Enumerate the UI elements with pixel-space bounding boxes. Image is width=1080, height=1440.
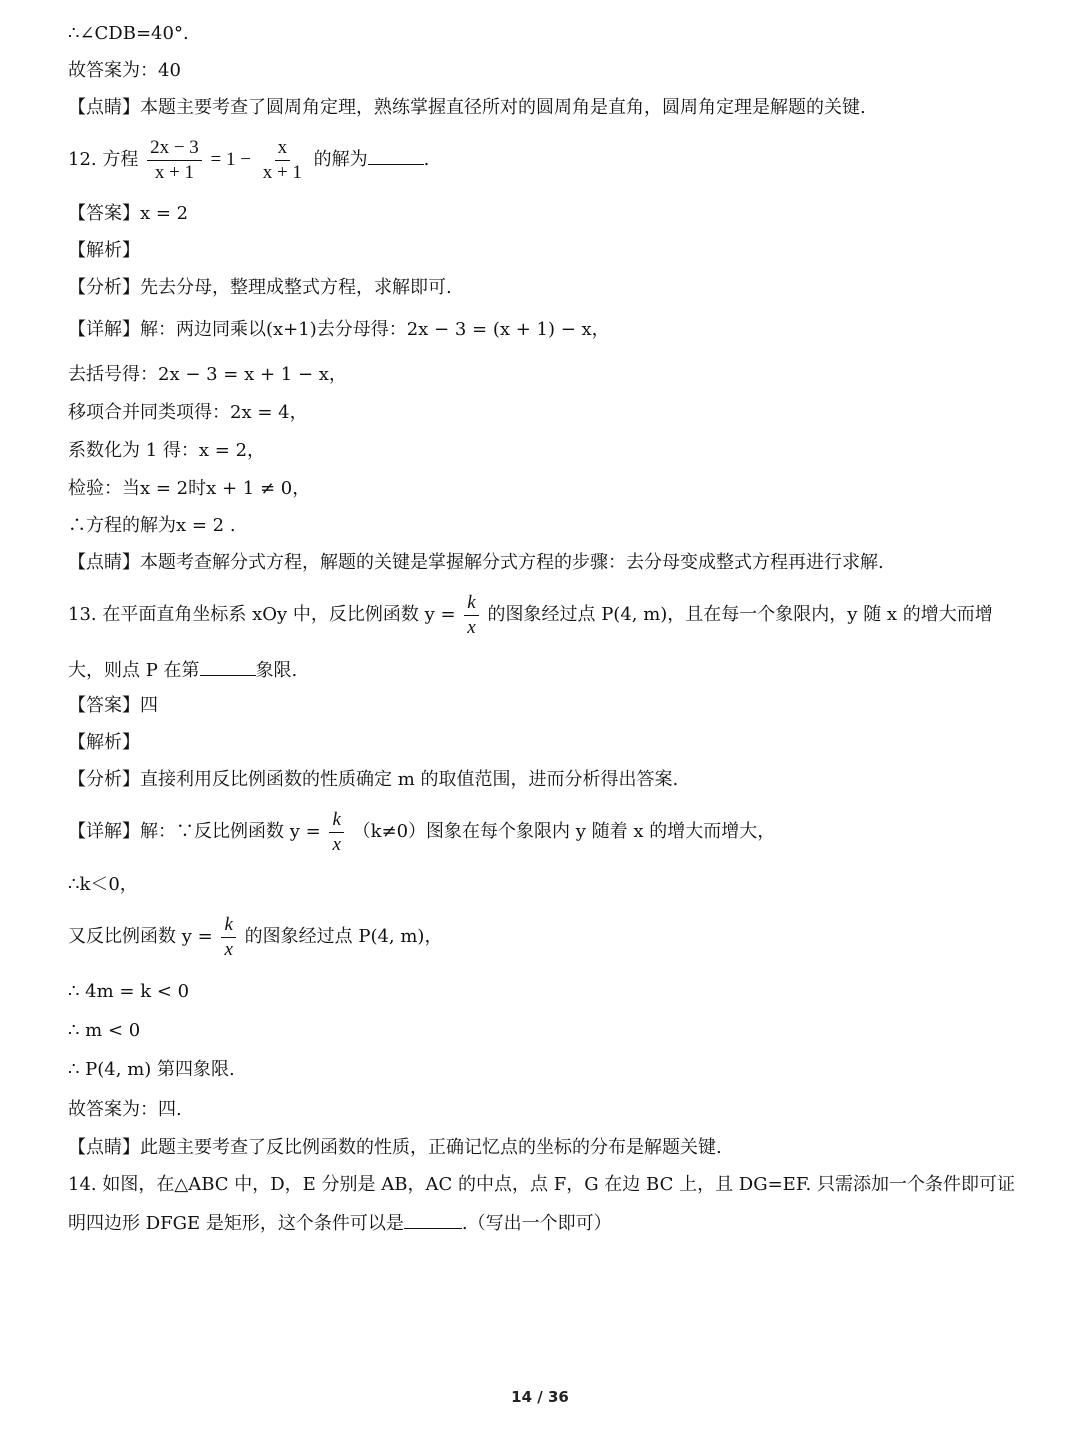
fraction-denominator: x + 1: [154, 161, 195, 183]
text-fragment: 又反比例函数 y =: [68, 926, 213, 947]
text-line: 【分析】直接利用反比例函数的性质确定 m 的取值范围，进而分析得出答案.: [68, 769, 679, 790]
question-13-suffix: 的图象经过点 P(4, m)，且在每一个象限内，y 随 x 的增大而增: [487, 604, 993, 625]
fraction-numerator: 2x − 3: [147, 137, 202, 161]
text-fragment: 明四边形 DFGE 是矩形，这个条件可以是: [68, 1213, 404, 1234]
text-line: 【解析】: [68, 732, 140, 753]
text-fragment: 的图象经过点 P(4, m)，: [244, 926, 443, 947]
text-line: ∴方程的解为x = 2 .: [68, 515, 236, 536]
text-line: ∴ P(4, m) 第四象限.: [68, 1059, 235, 1080]
question-12-suffix: 的解为: [313, 149, 368, 170]
fraction-denominator: x: [332, 833, 341, 855]
page-indicator: 14 / 36: [511, 1388, 569, 1406]
fraction-numerator: x: [275, 137, 291, 161]
text-fragment: .（写出一个即可）: [461, 1213, 612, 1234]
question-12: [68, 136, 429, 184]
text-line: 检验：当x = 2时x + 1 ≠ 0，: [68, 478, 311, 499]
text-line: 14. 如图，在△ABC 中，D，E 分别是 AB，AC 的中点，点 F，G 在边 BC 上，且 DG=EF. 只需添加一个条件即可证: [68, 1174, 1015, 1195]
fraction: [221, 914, 235, 961]
fraction-numerator: k: [464, 592, 478, 616]
text-line: 【点睛】此题主要考查了反比例函数的性质，正确记忆点的坐标的分布是解题关键.: [68, 1137, 722, 1158]
text-line: 故答案为：四.: [68, 1099, 182, 1120]
text-line: [68, 657, 297, 683]
text-line: 【分析】先去分母，整理成整式方程，求解即可.: [68, 277, 452, 298]
text-line: 系数化为 1 得：x = 2，: [68, 440, 266, 461]
text-fragment: 象限.: [255, 660, 298, 681]
answer-blank: [200, 657, 256, 676]
text-fragment: 【详解】解：∵反比例函数 y =: [68, 821, 321, 842]
fraction: [464, 592, 478, 639]
answer-blank: [404, 1210, 462, 1229]
text-line: 【答案】x = 2: [68, 203, 189, 224]
question-13: [68, 591, 993, 639]
question-12-end: .: [423, 149, 430, 170]
fraction-denominator: x: [224, 938, 233, 960]
text-line: 【详解】解：两边同乘以(x+1)去分母得：2x − 3 = (x + 1) − x，: [68, 319, 610, 340]
question-12-prefix: 12. 方程: [68, 149, 139, 170]
text-line: 【答案】四: [68, 695, 158, 716]
text-line: ∴k＜0，: [68, 874, 138, 895]
text-line: [68, 1210, 612, 1236]
text-line-fraction: [68, 913, 442, 961]
fraction-numerator: k: [221, 914, 235, 938]
text-line: ∴ m < 0: [68, 1020, 141, 1041]
text-line-fraction: [68, 808, 775, 856]
text-line: ∴∠CDB=40°.: [68, 23, 189, 44]
answer-blank: [368, 146, 424, 165]
fraction-denominator: x: [467, 616, 476, 638]
fraction: [147, 137, 202, 184]
text-fragment: 大，则点 P 在第: [68, 660, 200, 681]
fraction: [260, 137, 305, 184]
fraction: [329, 809, 343, 856]
text-line: 【点睛】本题主要考查了圆周角定理，熟练掌握直径所对的圆周角是直角，圆周角定理是解题的关键.: [68, 97, 866, 118]
equation-middle: = 1 −: [210, 149, 251, 170]
text-line: 【解析】: [68, 240, 140, 261]
text-fragment: （k≠0）图象在每个象限内 y 随着 x 的增大而增大，: [352, 821, 776, 842]
text-line: 移项合并同类项得：2x = 4，: [68, 402, 308, 423]
text-line: 故答案为：40: [68, 60, 181, 81]
fraction-denominator: x + 1: [262, 161, 302, 183]
text-line: 去括号得：2x − 3 = x + 1 − x，: [68, 364, 347, 385]
text-line: ∴ 4m = k < 0: [68, 981, 190, 1002]
text-line: 【点睛】本题考查解分式方程，解题的关键是掌握解分式方程的步骤：去分母变成整式方程再进行求解.: [68, 552, 884, 573]
fraction-numerator: k: [329, 809, 343, 833]
question-13-prefix: 13. 在平面直角坐标系 xOy 中，反比例函数 y =: [68, 604, 456, 625]
